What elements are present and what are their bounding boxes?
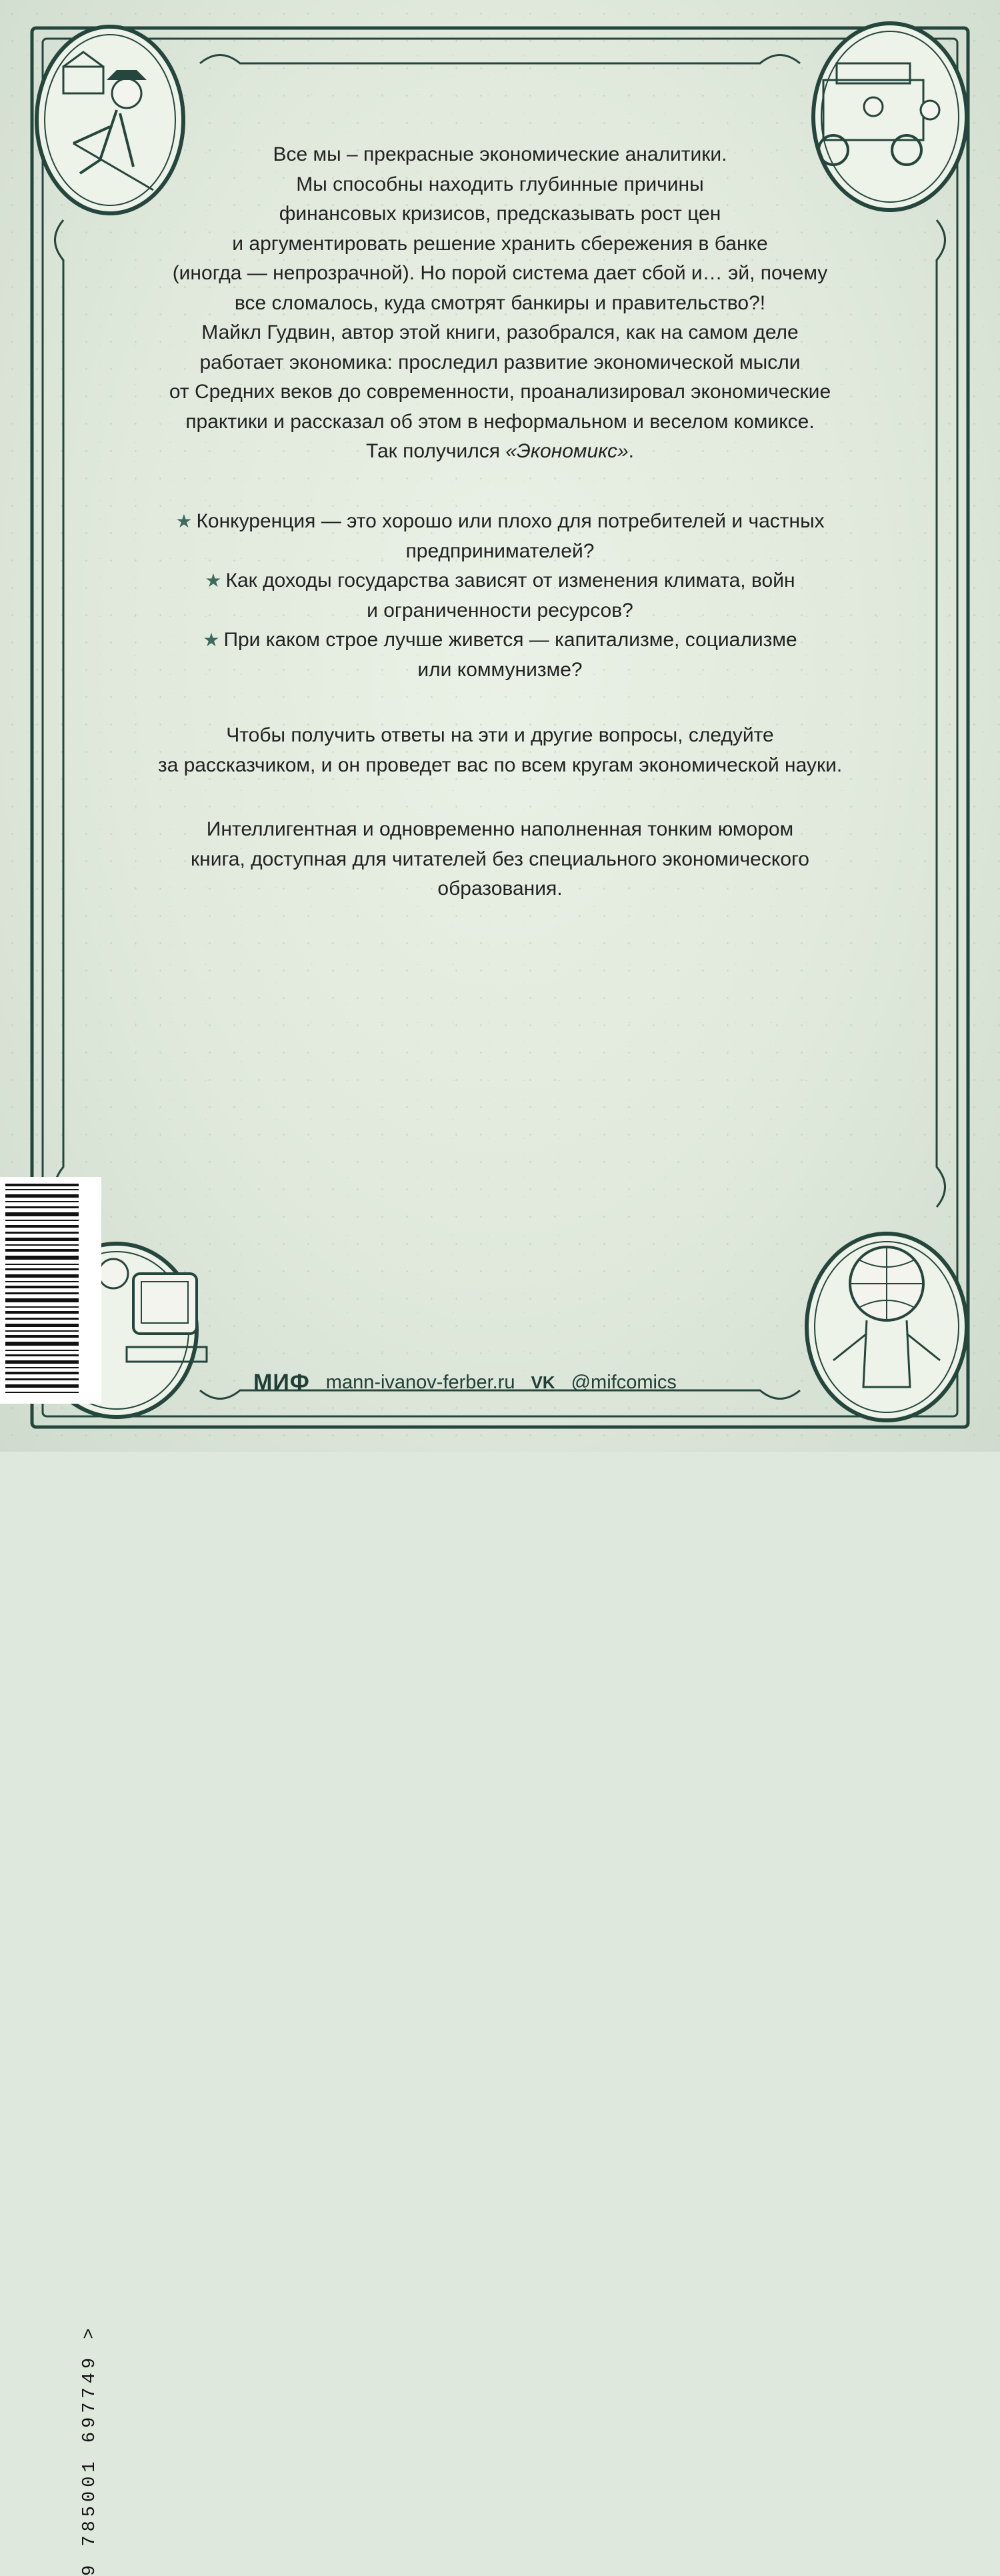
summary-line: Интеллигентная и одновременно наполненная тонким юмором xyxy=(206,818,794,840)
intro-paragraph xyxy=(113,140,887,467)
intro-line: Мы способны находить глубинные причины xyxy=(296,173,704,195)
barcode xyxy=(0,1177,101,2576)
call-line: за рассказчиком, и он проведет вас по всем кругам экономической науки. xyxy=(157,754,843,776)
barcode-bars xyxy=(0,1177,101,1404)
summary-line: образования. xyxy=(437,878,563,900)
intro-line: Майкл Гудвин, автор этой книги, разобрался, как на самом деле xyxy=(201,321,799,343)
star-bullet-icon: ★ xyxy=(205,570,222,591)
closing-prefix: Так получился xyxy=(365,440,506,462)
question-item xyxy=(113,566,887,625)
question-text: Как доходы государства зависят от изменения климата, войн xyxy=(225,569,795,591)
intro-line: работает экономика: проследил развитие экономической мысли xyxy=(199,351,801,373)
summary-paragraph xyxy=(113,815,887,904)
intro-line: (иногда — непрозрачной). Но порой система дает сбой и… эй, почему xyxy=(172,262,828,284)
publisher-logo: МИФ xyxy=(253,1369,310,1395)
question-text: При каком строе лучше живется — капитализме, социализме xyxy=(223,629,797,651)
intro-line: и аргументировать решение хранить сбережения в банке xyxy=(232,232,768,255)
intro-line: все сломалось, куда смотрят банкиры и правительство?! xyxy=(234,291,766,314)
intro-line: финансовых кризисов, предсказывать рост цен xyxy=(279,203,721,225)
star-bullet-icon: ★ xyxy=(203,629,220,650)
intro-line: от Средних веков до современности, проанализировал экономические xyxy=(169,381,831,403)
website-link[interactable]: mann-ivanov-ferber.ru xyxy=(325,1371,515,1393)
question-text: или коммунизме? xyxy=(417,658,583,681)
questions-list xyxy=(113,507,887,685)
question-item xyxy=(113,507,887,566)
star-bullet-icon: ★ xyxy=(175,511,193,531)
book-title: «Экономикс» xyxy=(505,440,629,462)
call-to-action-paragraph xyxy=(113,721,887,780)
vk-icon[interactable]: VK xyxy=(531,1372,555,1392)
question-item xyxy=(113,625,887,685)
question-text: предпринимателей? xyxy=(405,539,595,562)
question-text: Конкуренция — это хорошо или плохо для потребителей и частных xyxy=(196,510,825,532)
question-text: и ограниченности ресурсов? xyxy=(367,599,633,621)
summary-line: книга, доступная для читателей без специального экономического xyxy=(191,848,809,870)
call-line: Чтобы получить ответы на эти и другие вопросы, следуйте xyxy=(226,724,774,746)
globe-character-icon xyxy=(807,1234,967,1420)
intro-line: практики и рассказал об этом в неформальном и веселом комиксе. xyxy=(185,410,815,433)
intro-line: Все мы – прекрасные экономические аналитики. xyxy=(273,143,727,165)
intro-closing-line xyxy=(113,437,887,467)
social-handle[interactable]: @mifcomics xyxy=(571,1371,677,1393)
barcode-digits: 9 785001 697749 > xyxy=(80,2324,100,2576)
footer xyxy=(253,1366,677,1399)
closing-suffix: . xyxy=(628,440,635,462)
